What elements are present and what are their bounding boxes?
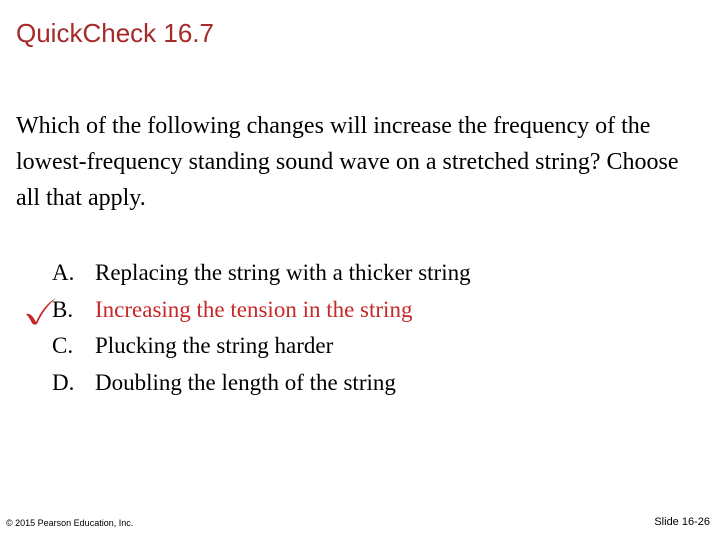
copyright-footer: © 2015 Pearson Education, Inc. bbox=[6, 518, 134, 528]
option-text: Increasing the tension in the string bbox=[95, 296, 413, 322]
slide-title: QuickCheck 16.7 bbox=[16, 18, 214, 48]
option-b bbox=[52, 292, 471, 329]
answer-options bbox=[52, 255, 471, 401]
option-letter: A. bbox=[52, 260, 75, 285]
option-text: Plucking the string harder bbox=[95, 333, 334, 358]
option-letter: B. bbox=[52, 296, 74, 322]
option-c bbox=[52, 328, 471, 365]
option-a bbox=[52, 255, 471, 292]
question-text: Which of the following changes will increase the frequency of the lowest-frequency standing sound wave on a stretched string? Choose all that apply. bbox=[16, 113, 679, 211]
option-d bbox=[52, 365, 471, 402]
slide-number: Slide 16-26 bbox=[654, 516, 710, 528]
option-letter: D. bbox=[52, 369, 75, 395]
option-text: Doubling the length of the string bbox=[95, 369, 396, 395]
option-letter: C. bbox=[52, 333, 74, 358]
option-text: Replacing the string with a thicker string bbox=[95, 260, 471, 285]
